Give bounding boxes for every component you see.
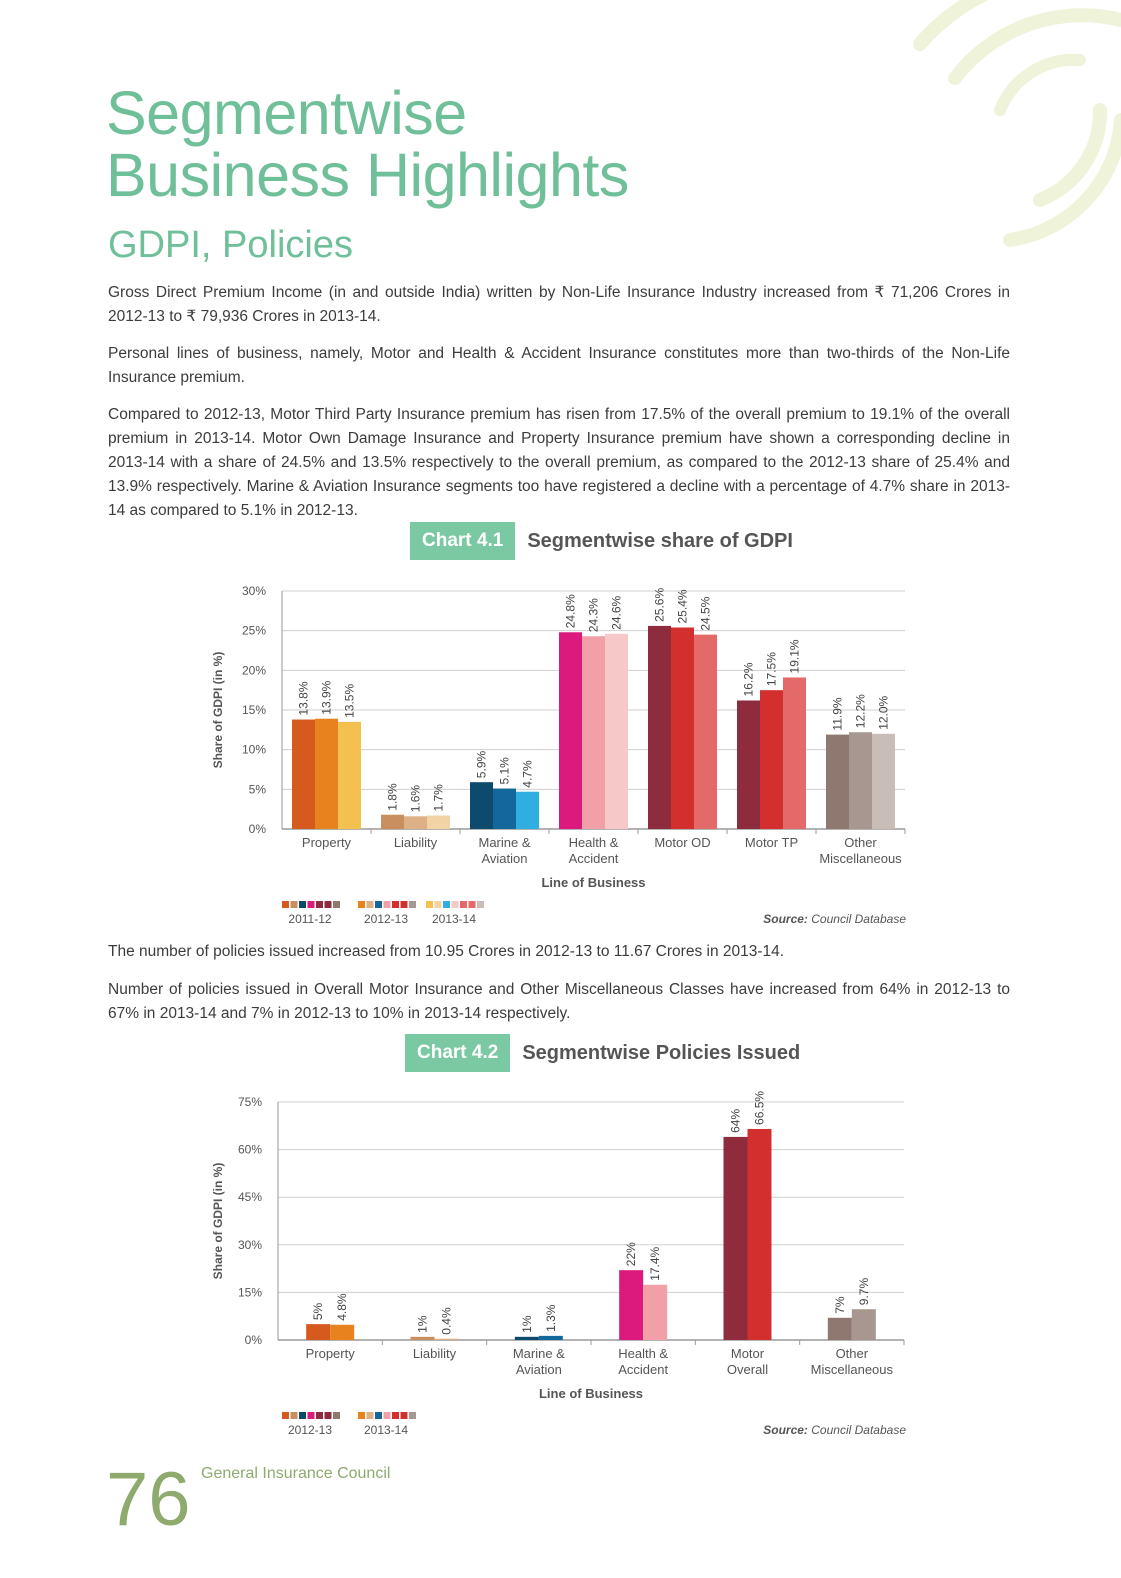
data-label: 12.2% <box>853 694 868 729</box>
x-tick-label: Property <box>301 835 352 850</box>
data-label: 25.4% <box>675 589 690 624</box>
bar <box>559 632 582 829</box>
data-label: 24.3% <box>586 598 601 633</box>
bar <box>427 816 450 829</box>
source-note <box>763 1423 906 1437</box>
y-tick-label: 0% <box>244 1333 262 1347</box>
bar <box>760 690 783 829</box>
x-tick-label: Motor OD <box>654 835 711 850</box>
legend-label: 2012-13 <box>287 1423 333 1437</box>
legend-swatch <box>469 901 476 908</box>
legend-swatch <box>291 1412 298 1419</box>
data-label: 64% <box>728 1108 743 1133</box>
legend-label: 2012-13 <box>363 912 409 926</box>
data-label: 4.7% <box>520 760 535 788</box>
chart-1-tag: Chart 4.1 <box>410 522 515 560</box>
legend-swatch <box>401 901 408 908</box>
page-title-line1: Segmentwise <box>106 79 467 147</box>
data-label: 1.8% <box>385 783 400 811</box>
data-label: 1.6% <box>408 784 423 813</box>
legend-swatch <box>443 901 450 908</box>
data-label: 0.4% <box>439 1307 454 1335</box>
y-tick-label: 5% <box>248 782 266 797</box>
paragraph-policies-motor: Number of policies issued in Overall Motor Insurance and Other Miscellaneous Classes have increased from 64% in 2012-13 to 67% in 2013-14 and 7% in 2012-13 to 10% in 2013-14 respectively. <box>108 981 1010 1022</box>
chart-2-title: Segmentwise Policies Issued <box>522 1041 801 1064</box>
data-label: 1% <box>519 1315 534 1333</box>
legend-swatch <box>333 901 340 908</box>
data-label: 24.5% <box>698 596 713 631</box>
data-label: 17.5% <box>764 652 779 687</box>
bar <box>470 782 493 829</box>
paragraph-personal-lines: Personal lines of business, namely, Motor and Health & Accident Insurance constitutes more than two-thirds of the Non-Life Insurance premium. <box>108 345 1010 386</box>
legend-swatch <box>316 1412 323 1419</box>
legend-swatch <box>392 901 399 908</box>
bar <box>748 1129 772 1340</box>
legend-swatch <box>325 1412 332 1419</box>
x-tick-label: Property <box>305 1346 355 1361</box>
legend-swatch <box>358 1412 365 1419</box>
y-tick-label: 10% <box>241 742 266 757</box>
x-tick-label: Health & <box>618 1346 669 1361</box>
data-label: 1.3% <box>543 1304 558 1332</box>
legend-label: 2011-12 <box>288 912 332 926</box>
bar <box>292 720 315 829</box>
legend-swatch <box>375 901 382 908</box>
bar <box>643 1285 667 1340</box>
legend-swatch <box>316 901 323 908</box>
chart-1-heading <box>410 522 793 560</box>
data-label: 13.8% <box>296 681 311 716</box>
bar <box>619 1270 643 1340</box>
data-label: 16.2% <box>741 662 756 697</box>
y-tick-label: 75% <box>237 1095 262 1109</box>
chart-2-heading <box>405 1034 800 1072</box>
data-label: 19.1% <box>787 639 802 674</box>
x-tick-label: Miscellaneous <box>810 1362 894 1377</box>
bar <box>338 722 361 829</box>
legend-swatch <box>308 901 315 908</box>
bar <box>694 635 717 829</box>
legend-swatch <box>460 901 467 908</box>
x-tick-label: Other <box>835 1346 869 1361</box>
data-label: 12.0% <box>876 695 891 730</box>
data-label: 7% <box>832 1296 847 1314</box>
bar <box>872 734 895 829</box>
source-note <box>763 912 906 926</box>
y-tick-label: 30% <box>237 1237 262 1252</box>
x-tick-label: Accident <box>618 1362 669 1377</box>
chart-2-tag: Chart 4.2 <box>405 1034 510 1072</box>
x-tick-label: Liability <box>393 835 438 850</box>
chart-policies-issued <box>200 1086 920 1441</box>
bar <box>783 677 806 829</box>
data-label: 1.7% <box>431 784 446 812</box>
legend-swatch <box>367 1412 374 1419</box>
paragraph-motor-share: Compared to 2012-13, Motor Third Party Insurance premium has risen from 17.5% of the overall premium to 19.1% of the overall premium in 2013-14. Motor Own Damage Insurance and Property Insurance premium have shown a corresponding decline in 2013-14 with a share of 24.5% and 13.5% respectively to the overall premium, as compared to the 2012-13 share of 25.4% and 13.9% respectively. Marine & Aviation Insurance segments too have registered a decline with a percentage of 4.7% share in 2013-14 as compared to 5.1% in 2012-13. <box>108 406 1010 519</box>
bar <box>516 792 539 829</box>
bar <box>330 1325 354 1340</box>
data-label: 5.1% <box>497 757 512 785</box>
y-tick-label: 0% <box>248 822 266 836</box>
paragraph-gdpi-growth: Gross Direct Premium Income (in and outside India) written by Non-Life Insurance Industry increased from ₹ 71,206 Crores in 2012-13 to ₹ 79,936 Crores in 2013-14. <box>108 284 1010 325</box>
source-label: Source: <box>763 1423 812 1437</box>
bar <box>582 636 605 829</box>
x-tick-label: Marine & <box>512 1346 565 1361</box>
data-label: 24.8% <box>563 594 578 629</box>
y-tick-label: 20% <box>241 663 266 678</box>
legend-swatch <box>325 901 332 908</box>
legend-label: 2013-14 <box>431 912 477 926</box>
legend-swatch <box>367 901 374 908</box>
legend-swatch <box>282 901 289 908</box>
x-tick-label: Aviation <box>481 851 528 866</box>
bar <box>493 789 516 829</box>
bar <box>411 1337 435 1340</box>
legend-swatch <box>291 901 298 908</box>
data-label: 9.7% <box>856 1277 871 1306</box>
y-tick-label: 15% <box>241 703 266 717</box>
data-label: 24.6% <box>609 595 624 630</box>
legend-swatch <box>375 1412 382 1419</box>
x-tick-label: Other <box>844 835 877 850</box>
legend-swatch <box>384 1412 391 1419</box>
legend-swatch <box>308 1412 315 1419</box>
data-label: 5% <box>311 1302 326 1321</box>
legend-swatch <box>299 901 306 908</box>
bar <box>828 1318 852 1340</box>
bar <box>605 634 628 829</box>
bar <box>671 627 694 829</box>
bar <box>826 735 849 829</box>
y-tick-label: 60% <box>237 1142 262 1157</box>
bar <box>306 1324 330 1340</box>
chart-1-title: Segmentwise share of GDPI <box>527 529 793 552</box>
legend-swatch <box>358 901 365 908</box>
bar <box>404 816 427 829</box>
legend-swatch <box>435 901 442 908</box>
x-tick-label: Marine & <box>478 835 531 850</box>
bar <box>852 1309 876 1340</box>
y-tick-label: 15% <box>237 1285 262 1300</box>
bar <box>315 719 338 829</box>
data-label: 5.9% <box>474 750 489 779</box>
x-tick-label: Motor <box>730 1346 765 1361</box>
x-tick-label: Motor TP <box>744 835 799 850</box>
legend-swatch <box>333 1412 340 1419</box>
legend-swatch <box>384 901 391 908</box>
legend-swatch <box>401 1412 408 1419</box>
x-axis-label: Line of Business <box>538 1386 644 1401</box>
x-tick-label: Health & <box>568 835 619 850</box>
source-label: Source: <box>763 912 812 926</box>
data-label: 66.5% <box>752 1090 767 1125</box>
decorative-arcs <box>900 0 1121 260</box>
chart-gdpi-share <box>200 575 920 930</box>
source-text: Council Database <box>811 912 906 926</box>
data-label: 25.6% <box>652 587 667 622</box>
y-axis-label: Share of GDPI (in %) <box>211 1162 225 1280</box>
bar <box>435 1339 459 1340</box>
source-text: Council Database <box>811 1423 906 1437</box>
y-tick-label: 30% <box>241 584 266 598</box>
page-title-line2: Business Highlights <box>106 141 629 209</box>
x-tick-label: Aviation <box>515 1362 562 1377</box>
data-label: 13.5% <box>342 683 357 718</box>
legend-swatch <box>409 1412 416 1419</box>
legend-swatch <box>392 1412 399 1419</box>
legend-label: 2013-14 <box>363 1423 409 1437</box>
data-label: 11.9% <box>830 697 845 731</box>
data-label: 1% <box>415 1315 430 1333</box>
legend-swatch <box>477 901 484 908</box>
page-title <box>106 79 629 209</box>
x-tick-label: Accident <box>568 851 619 866</box>
bar <box>724 1137 748 1340</box>
page-number: 76 <box>106 1457 191 1542</box>
bar <box>515 1337 539 1340</box>
y-axis-label: Share of GDPI (in %) <box>211 651 225 769</box>
x-axis-label: Line of Business <box>541 875 646 890</box>
y-tick-label: 25% <box>241 623 266 638</box>
y-tick-label: 45% <box>237 1190 262 1205</box>
bar <box>539 1336 563 1340</box>
x-tick-label: Liability <box>412 1346 457 1361</box>
bar <box>737 700 760 829</box>
legend-swatch <box>282 1412 289 1419</box>
bar <box>648 626 671 829</box>
footer-organization: General Insurance Council <box>201 1465 391 1482</box>
x-tick-label: Miscellaneous <box>819 851 902 866</box>
page-subtitle: GDPI, Policies <box>108 224 353 266</box>
x-tick-label: Overall <box>726 1362 769 1377</box>
legend-swatch <box>426 901 433 908</box>
legend-swatch <box>299 1412 306 1419</box>
data-label: 22% <box>624 1242 639 1267</box>
bar <box>849 732 872 829</box>
data-label: 17.4% <box>648 1246 663 1281</box>
bar <box>381 815 404 829</box>
legend-swatch <box>452 901 459 908</box>
data-label: 13.9% <box>319 680 334 715</box>
paragraph-policies-count: The number of policies issued increased from 10.95 Crores in 2012-13 to 11.67 Crores in 2013-14. <box>108 943 785 960</box>
legend-swatch <box>409 901 416 908</box>
data-label: 4.8% <box>335 1293 350 1321</box>
